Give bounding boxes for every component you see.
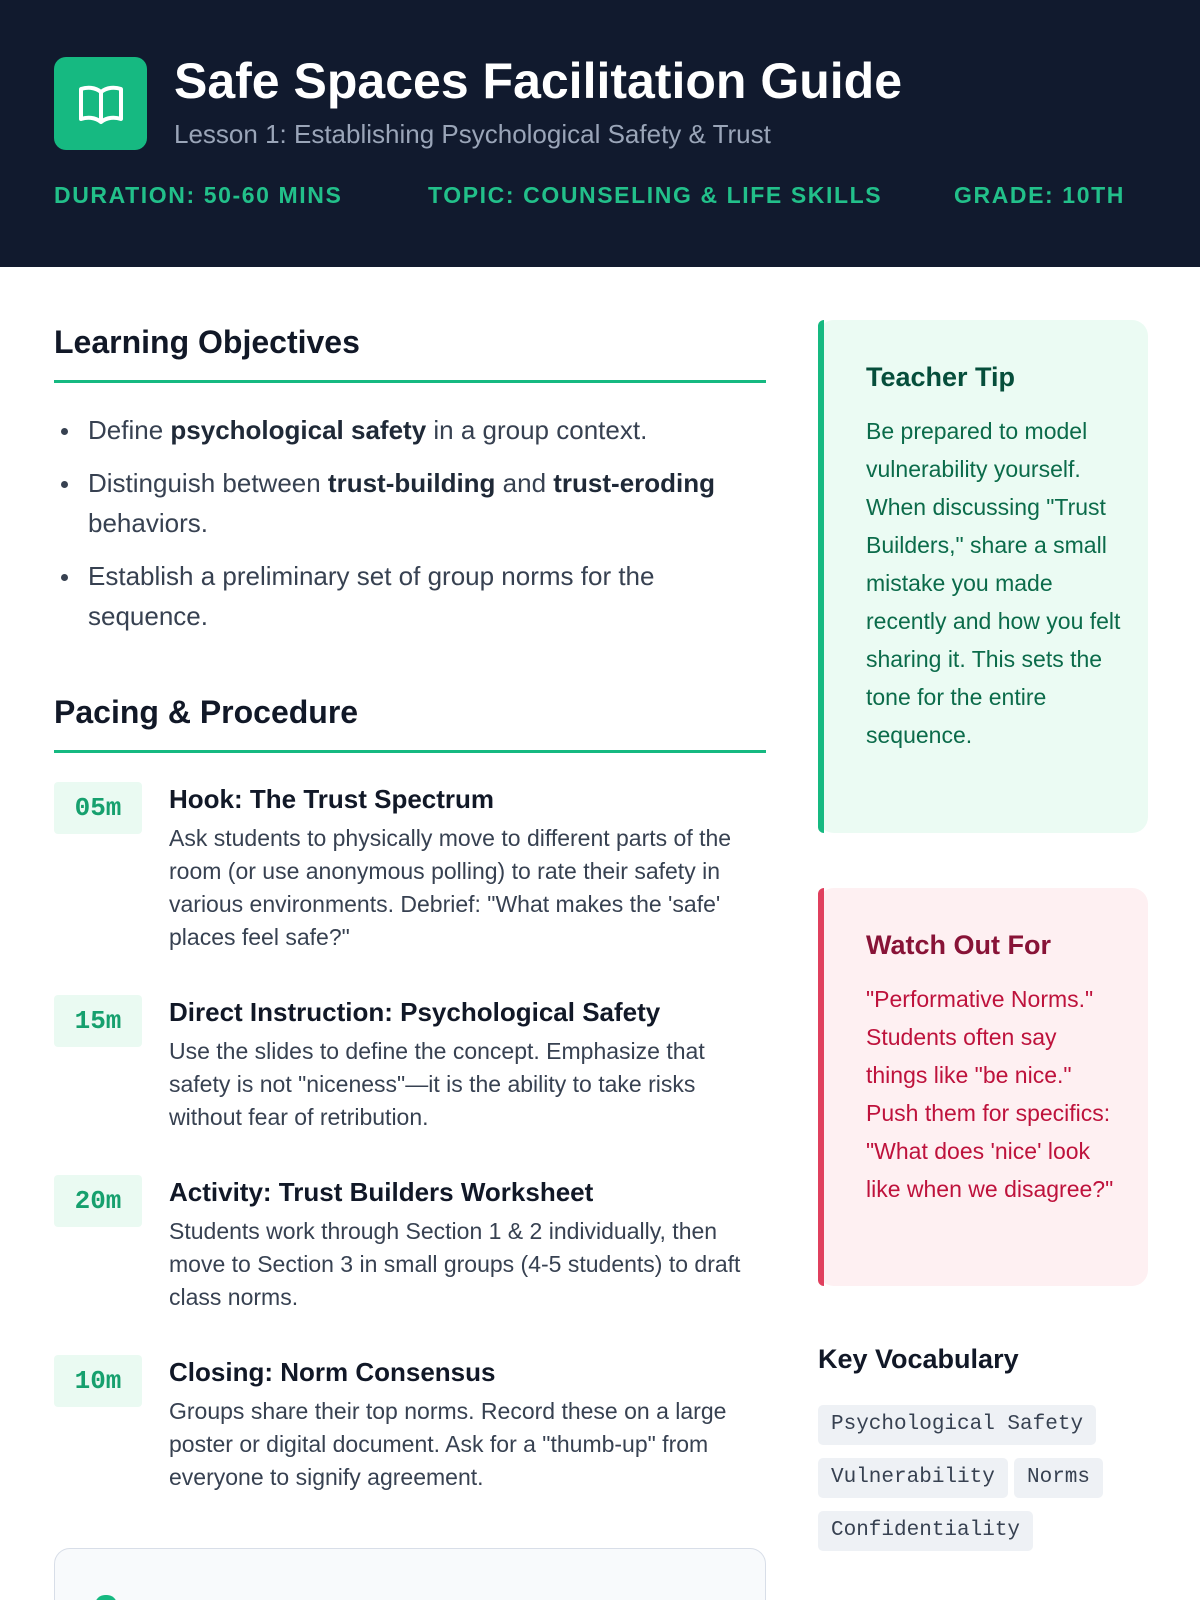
- page-title: Safe Spaces Facilitation Guide: [174, 53, 903, 109]
- objective-text: Define: [88, 415, 171, 445]
- step-duration: 20m: [54, 1175, 142, 1227]
- objective-text: and: [495, 468, 554, 498]
- vocabulary-heading: Key Vocabulary: [818, 1344, 1019, 1374]
- step-duration: 15m: [54, 995, 142, 1047]
- differentiation-box: [54, 1548, 766, 1600]
- objective-text: Distinguish between: [88, 468, 328, 498]
- step-title: Direct Instruction: Psychological Safety: [169, 997, 661, 1027]
- objective-key-term: trust-eroding: [553, 468, 716, 498]
- page-subtitle: Lesson 1: Establishing Psychological Safety & Trust: [174, 119, 771, 149]
- step-title: Hook: The Trust Spectrum: [169, 784, 495, 814]
- step-title: Activity: Trust Builders Worksheet: [169, 1177, 594, 1207]
- step-duration: 05m: [54, 782, 142, 834]
- grade-label: GRADE: 10TH: [954, 182, 1125, 208]
- teacher-tip-body: Be prepared to model vulnerability yourself. When discussing "Trust Builders," share a small mistake you made recently and how you felt sharing it. This sets the tone for the entire sequence.: [866, 418, 1121, 748]
- vocab-chip: Norms: [1014, 1458, 1103, 1498]
- objective-text: in a group context.: [426, 415, 648, 445]
- vocab-chip: Confidentiality: [818, 1511, 1033, 1551]
- watch-out-title: Watch Out For: [866, 930, 1051, 960]
- step-description: Groups share their top norms. Record these on a large poster or digital document. Ask for a "thumb-up" from everyone to signify agreement.: [169, 1398, 727, 1490]
- objective-text: Establish a preliminary set of group norms for the sequence.: [88, 561, 655, 631]
- watch-out-body: "Performative Norms." Students often say things like "be nice." Push them for specifics: "What does 'nice' look like when we disagree?": [866, 986, 1114, 1202]
- objective-key-term: trust-building: [327, 468, 496, 498]
- step-duration: 10m: [54, 1355, 142, 1407]
- topic-label: TOPIC: COUNSELING & LIFE SKILLS: [428, 182, 883, 208]
- step-title: Closing: Norm Consensus: [169, 1357, 496, 1387]
- pacing-heading: Pacing & Procedure: [54, 694, 359, 730]
- step-description: Ask students to physically move to different parts of the room (or use anonymous polling) to rate their safety in various environments. Debrief: "What makes the 'safe' places feel safe?": [169, 825, 732, 950]
- teacher-tip-title: Teacher Tip: [866, 362, 1016, 392]
- objective-item: [54, 556, 766, 636]
- objectives-list: [54, 410, 766, 649]
- logo: [54, 57, 147, 150]
- step-description: Students work through Section 1 & 2 individually, then move to Section 3 in small groups (4-5 students) to draft class norms.: [169, 1218, 741, 1310]
- objectives-heading: Learning Objectives: [54, 324, 360, 360]
- teacher-tip-accent: [818, 320, 824, 833]
- objectives-divider: [54, 380, 766, 383]
- teacher-tip-card: [818, 320, 1148, 833]
- objective-key-term: psychological safety: [170, 415, 427, 445]
- step-description: Use the slides to define the concept. Emphasize that safety is not "niceness"—it is the ability to take risks without fear of retribution.: [169, 1038, 705, 1130]
- vocab-chip: Psychological Safety: [818, 1405, 1096, 1445]
- watch-out-accent: [818, 888, 824, 1286]
- objective-item: [54, 410, 766, 450]
- shield-icon: [95, 1595, 117, 1600]
- open-book-icon: [76, 79, 126, 129]
- objective-item: [54, 463, 766, 543]
- watch-out-card: [818, 888, 1148, 1286]
- vocab-chip: Vulnerability: [818, 1458, 1008, 1498]
- objective-text: behaviors.: [88, 508, 208, 538]
- page-header: [0, 0, 1200, 267]
- duration-label: DURATION: 50-60 MINS: [54, 182, 343, 208]
- pacing-divider: [54, 750, 766, 753]
